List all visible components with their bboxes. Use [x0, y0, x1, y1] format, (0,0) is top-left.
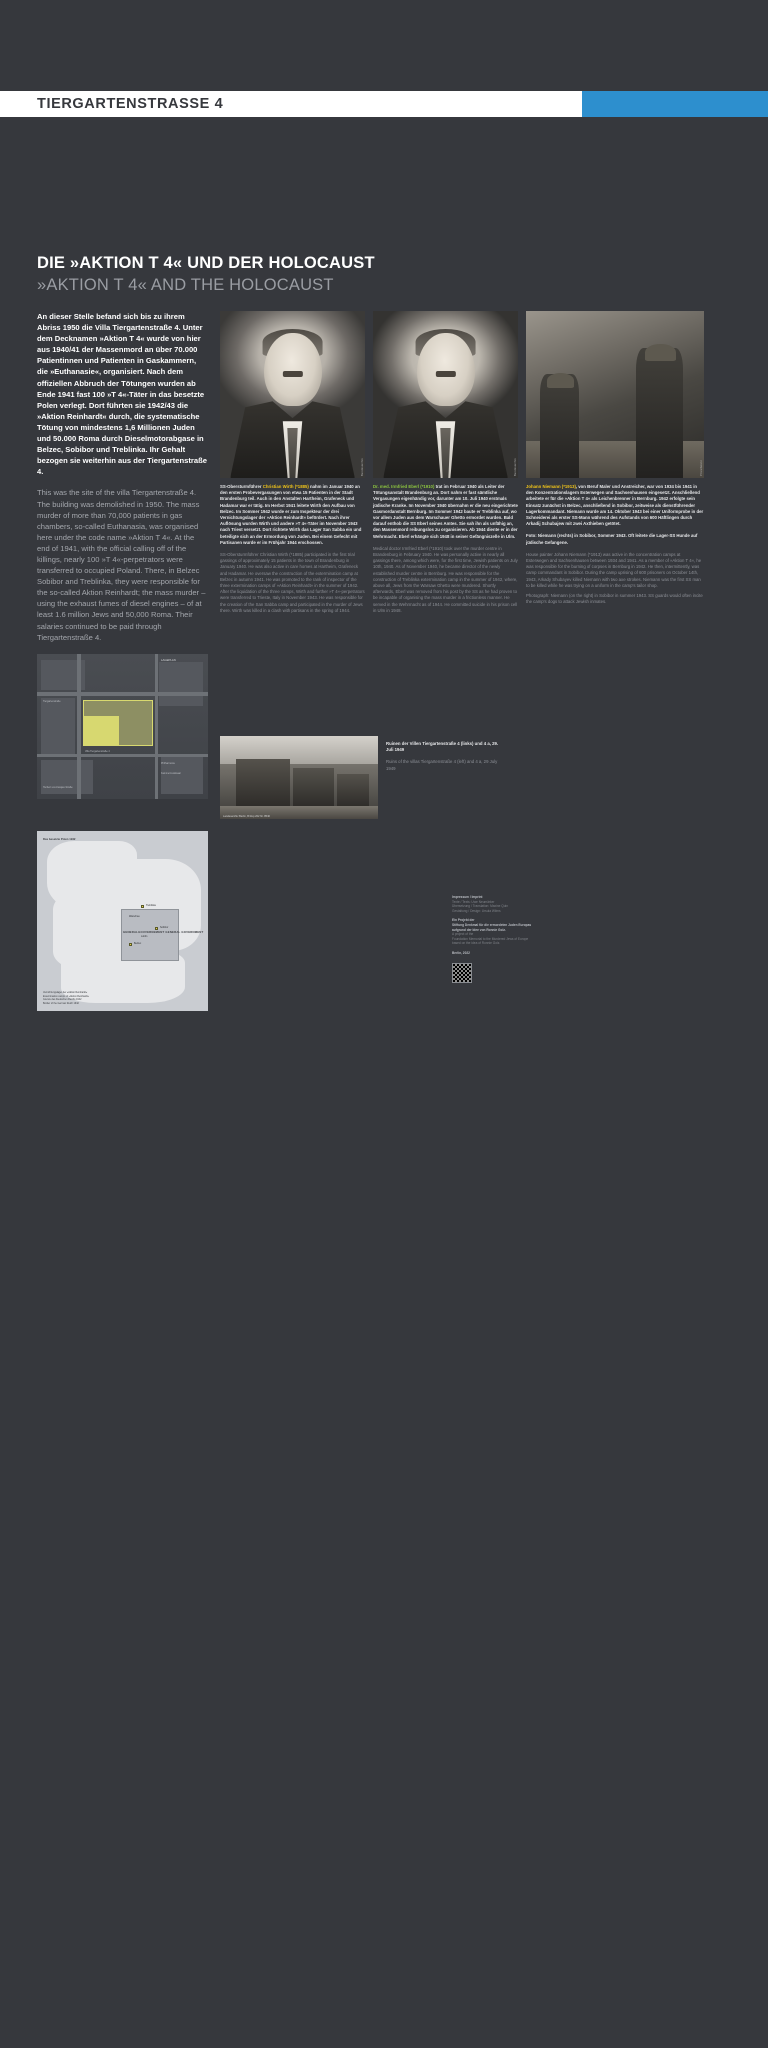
- map-label-lublin: Lublin: [141, 935, 148, 938]
- portrait-illustration: [373, 311, 518, 478]
- photo-johann-niemann: [526, 311, 704, 478]
- map-legend: [43, 991, 89, 1005]
- intro-text-en: This was the site of the villa Tiergartenstraße 4. The building was demolished in 1950. The mass murder of more than 70,000 patients in gas chambers, so-called Euthanasia, was organised here under the code name »Aktion T 4«. At the end of 1941, with the official calling off of the killings, nearly 100 »T 4«-perpetrators were transferred to occupied Poland. There, in Belzec Sobibor and Treblinka, they were responsible for the so-called Aktion Reinhardt; the mass murder – using the exhaust fumes of diesel engines – of at least 1.6 million Jews and 50,000 Roma. Their salaries continued to be paid through Tiergartenstraße 4.: [37, 488, 206, 642]
- portrait-illustration: [220, 311, 365, 478]
- caption-de: [220, 484, 365, 546]
- caption-de: [526, 484, 704, 527]
- caption-en: Medical doctor Irmfried Eberl (*1910) took over the murder centre in Brandenburg in February 1940. He was personally active in nearly all gassings there, among which were, for the first time, Jewish patients on July 10th, 1940. As of November 1940, he became director of the newly established murder centre in Bernburg. He was responsible for the construction of Treblinka extermination camp in the summer of 1942, where, above all, Jews from the Warsaw Ghetto were murdered. Shortly afterwards, Eberl was removed from his post by the SS as he had proven to be incapable of organising the mass murder in a frictionless manner. He served in the Wehrmacht as of 1944. He committed suicide in his prison cell in Ulm in 1948.: [373, 545, 518, 613]
- photo-christian-wirth: [220, 311, 365, 478]
- map-title: Das besetzte Polen 1942: [43, 837, 76, 841]
- map-marker-sobibor: [155, 927, 158, 930]
- map-label-treblinka: Treblinka: [146, 904, 156, 907]
- imprint-project-line-0: Stiftung Denkmal für die ermordeten Juden Europas: [452, 922, 532, 927]
- ruined-building-left: [236, 759, 290, 807]
- caption-christian-wirth: [220, 484, 365, 614]
- header-bar: [0, 91, 768, 117]
- site-plan-map: [37, 654, 208, 799]
- qr-code[interactable]: [452, 963, 472, 983]
- map-occupied-poland: [37, 831, 208, 1011]
- map-label-sobibor: Sobibor: [160, 926, 169, 929]
- imprint-line-2: Gestaltung / Design: Ursula Wilms: [452, 908, 501, 913]
- site-plan-label-3: Kammermusiksaal: [161, 772, 181, 775]
- photo-credit: Bundesarchiv: [514, 457, 517, 476]
- site-plan-label-1: Villa Tiergartenstraße 4: [85, 750, 110, 753]
- caption-de: [373, 484, 518, 540]
- caption-body: trat im Februar 1940 als Leiter der Tötungsanstalt Brandenburg an. Dort nahm er fast sämtliche Vergasungen eigenhändig vor, darunter am 10. Juli 1940 erstmals jüdische Kranke. Im November 1940 übernahm er die neu eingerichtete Gasmordanstalt Bernburg. Im Sommer 1942 baute er Treblinka auf, wo vor allem Juden aus dem Warschauer Ghetto ermordet wurden. Bald darauf enthob die SS Eberl seines Amtes. Sie sah ihn als unfähig an, den Massenmord reibungslos zu organisieren. Ab 1944 diente er in der Wehrmacht. Eberl erhängte sich 1948 in seiner Gefängniszelle in Ulm.: [373, 484, 518, 539]
- imprint-project-heading: Ein Projekt der: [452, 918, 475, 923]
- intro-column: [37, 311, 208, 643]
- imprint-line-1: Übersetzung / Translation: Maxine Quin: [452, 904, 508, 909]
- caption-en-extra: Photograph: Niemann (on the right) in Sobibor in summer 1943. SS guards would often incite the camp's dogs to attack Jewish inmates.: [526, 593, 703, 605]
- map-marker-treblinka: [141, 905, 144, 908]
- ruined-building-right: [337, 774, 369, 807]
- caption-johann-niemann: [526, 484, 704, 605]
- imprint-project-line-1: aufgrund der Idee von Ronnie Golz.: [452, 927, 506, 932]
- map-label-belzec: Belzec: [134, 942, 142, 945]
- map-legend-item-2: Grenze des Deutschen Reichs 1942: [43, 998, 82, 1002]
- site-plan-label-0: Tiergartenstraße: [43, 700, 61, 703]
- site-plan-label-2: Philharmonie: [161, 762, 175, 765]
- imprint-block: [452, 895, 582, 983]
- intro-text-de: An dieser Stelle befand sich bis zu ihrem Abriss 1950 die Villa Tiergartenstraße 4. Unter dem Decknamen »Aktion T 4« wurde von hier aus 1940/41 der Massenmord an über 70.000 Patientinnen und Patienten in Gaskammern, die »Euthanasie«, organisiert. Nach dem offiziellen Abbruch der Tötungen wurden ab Ende 1941 fast 100 »T 4«-Täter in das besetzte Polen verlegt. Dort führten sie 1942/43 die »Aktion Reinhardt« durch, die systematische Tötung von mindestens 1,6 Millionen Juden und 50.000 Roma durch Dieselmotorabgase in Belzec, Sobibor und Treblinka. Ihr Gehalt bezogen sie weiterhin aus der Tiergartenstraße 4.: [37, 312, 207, 477]
- imprint-date: Berlin, 2022: [452, 950, 470, 955]
- header-title: TIERGARTENSTRASSE 4: [37, 96, 224, 112]
- caption-irmfried-eberl: [373, 484, 518, 614]
- ruined-building-centre: [293, 768, 334, 808]
- person-name-highlight: Johann Niemann (*1913): [526, 484, 576, 489]
- site-plan-title: LAGEPLAN: [161, 658, 176, 662]
- caption-body: nahm im Januar 1940 an den ersten Probevergasungen von etwa 15 Patienten in der Stadt Brandenburg teil. Auch in den Anstalten Hartheim, Grafeneck und Hadamar war er tätig. Im Herbst 1941 leitete Wirth den Aufbau von Belzec. Im Sommer 1942 wurde er zum Inspekteur der drei Vernichtungslager der »Aktion Reinhardt« befördert. Nach ihrer Auflösung wurden Wirth und andere »T 4«-Täter im November 1943 nach Triest versetzt. Dort richtete Wirth das Lager San Sabba ein und beteiligte sich an der Ermordung von Juden. Bei einem Gefecht mit Partisanen wurde er im Frühjahr 1944 erschossen.: [220, 484, 362, 545]
- photo-credit: Bundesarchiv: [361, 457, 364, 476]
- photo-credit: Privatbesitz: [700, 460, 703, 476]
- caption-prefix: SS-Obersturmführer: [220, 484, 263, 489]
- map-legend-item-0: Vernichtungslager der »Aktion Reinhardt«: [43, 991, 88, 995]
- map-legend-item-1: Extermination camps of »Aktion Reinhardt«: [43, 994, 89, 998]
- photo-credit: Landesarchiv Berlin, B Rep 202 Nr. 8540: [223, 815, 271, 818]
- header-accent-block: [582, 91, 768, 117]
- caption-body: , von Beruf Maler und Anstreicher, war von 1934 bis 1941 in den Konzentrationslagern Esterwegen und Sachsenhausen eingesetzt. Anschließend arbeitete er für die »Aktion T 4« als Leichenbrenner in Bernburg. 1942 erfolgte sein Einsatz zunächst in Belzec, anschließend in Sobibor, zeitweise als dienstführender Lagerkommandant. Niemann wurde am 14. Oktober 1943 bei einer Uniformprobe in der Schneiderei als erster SS-Mann während des Aufstands von 600 Häftlingen durch Arkadij Schubajew mit zwei Axthieben getötet.: [526, 484, 704, 527]
- imprint-project-line-4: based on the idea of Ronnie Golz.: [452, 941, 501, 946]
- person-name-highlight: Christian Wirth (*1885): [262, 484, 309, 489]
- map-legend-item-3: Border of the German Reich 1942: [43, 1001, 79, 1005]
- page-title-en: »AKTION T 4« AND THE HOLOCAUST: [37, 276, 334, 294]
- caption-villa-ruins: [386, 741, 504, 772]
- imprint-project-line-3: Foundation Memorial to the Murdered Jews of Europe: [452, 936, 529, 941]
- historic-scene-illustration: [526, 311, 704, 478]
- imprint-heading: Impressum / Imprint: [452, 895, 483, 899]
- map-region-label: GENERALGOUVERNEMENT GENERAL GOVERNMENT: [123, 930, 204, 934]
- photo-irmfried-eberl: [373, 311, 518, 478]
- caption-de: Ruinen der Villen Tiergartenstraße 4 (links) und 4 a, 29. Juli 1949: [386, 741, 499, 753]
- photo-villa-ruins: [220, 736, 378, 819]
- map-label-warschau: Warschau: [129, 915, 140, 918]
- imprint-line-0: Texte / Texts: Uwe Neumärker: [452, 899, 495, 904]
- site-plan-villa-footprint: [83, 716, 119, 746]
- caption-de-extra: Foto: Niemann (rechts) in Sobibor, Sommer 1943. Oft leitete die Lager-SS Hunde auf jüdische Gefangene.: [526, 533, 698, 545]
- map-marker-belzec: [129, 943, 132, 946]
- imprint-project-line-2: A project of the: [452, 932, 474, 937]
- caption-en: Ruins of the villas Tiergartenstraße 4 (left) and 4 a, 29 July 1949: [386, 759, 498, 771]
- site-plan-label-4: Herbert-von-Karajan-Straße: [43, 786, 73, 789]
- caption-en: SS-Obersturmführer Christian Wirth (*1885) participated in the first trial gassings of approximately 15 patients in the town of Brandenburg in January 1940. He was also active in care homes at Hartheim, Grafeneck and Hadamar. He oversaw the construction of the extermination camp at Belzec in autumn 1941. He was promoted to the rank of inspector of the three extermination camps of »Aktion Reinhardt« in the summer of 1942. After the liquidation of the three camps, Wirth and further »T 4«-perpetrators were transferred to Trieste, Italy in November 1943. He was responsible for the creation of the San Sabba camp and participated in the murder of Jews there. Wirth was killed in a clash with partisans in the spring of 1944.: [220, 552, 365, 613]
- person-name-highlight: Dr. med. Irmfried Eberl (*1910): [373, 484, 435, 489]
- caption-en: House painter Johann Niemann (*1913) was active in the concentration camps at Esterwegen and Sachsenhausen between 1934 and 1941. As a member of »Aktion T 4«, he was responsible for the burning of corpses in Bernburg in 1942. He then, intermittently, was camp commandant in Sobibor. During the camp uprising of 600 prisoners on October 14th, 1943, Arkady Shubayev killed Niemann with two axe strokes. Niemann was the first SS man to be killed while he was trying on a uniform in the camp's tailor shop.: [526, 551, 702, 588]
- page-title-de: DIE »AKTION T 4« UND DER HOLOCAUST: [37, 254, 375, 272]
